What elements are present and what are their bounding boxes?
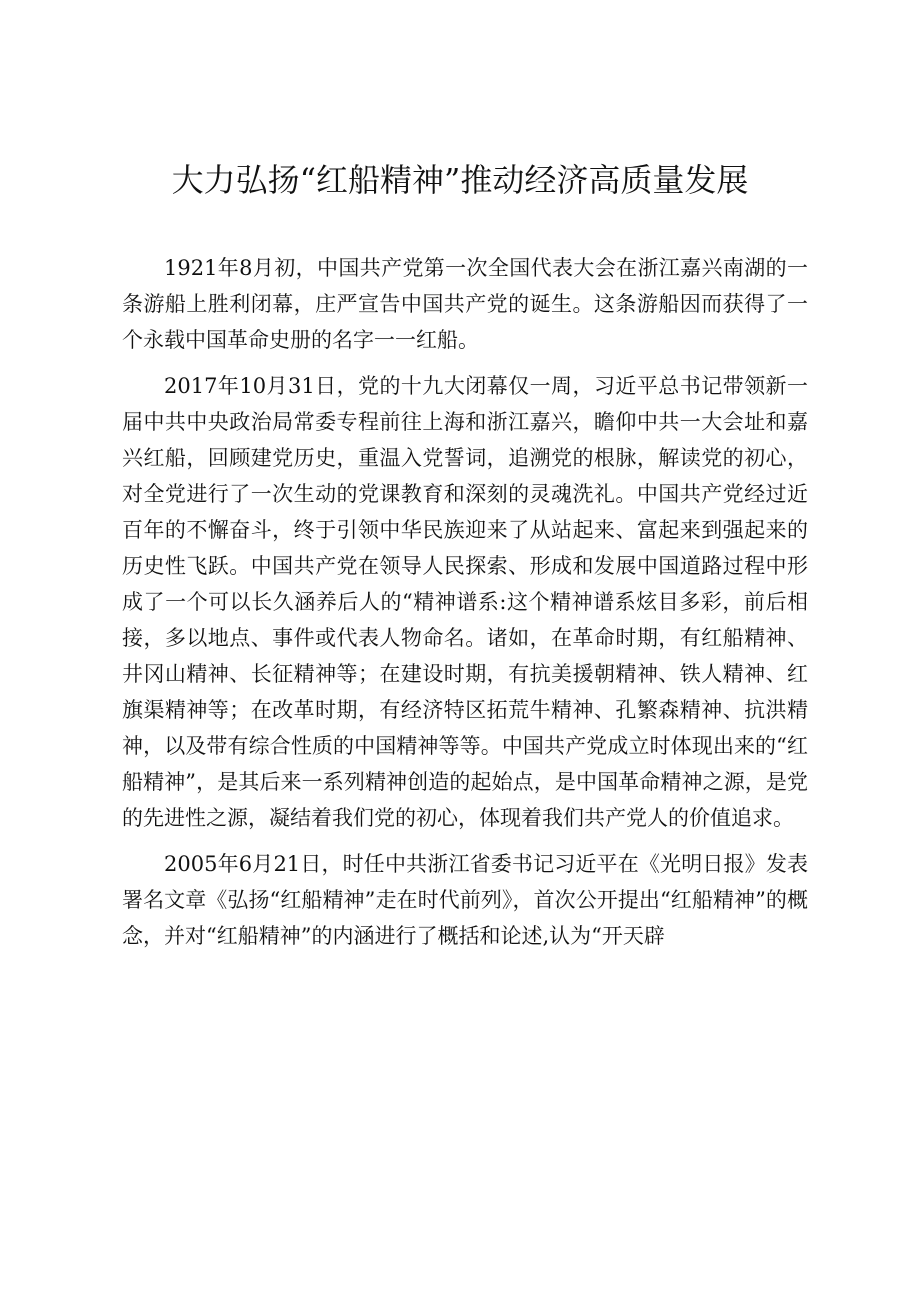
paragraph-1: 1921年8月初，中国共产党第一次全国代表大会在浙江嘉兴南湖的一条游船上胜利闭幕，庄严宣告中国共产党的诞生。这条游船因而获得了一个永载中国革命史册的名字一一红船。 <box>122 256 808 352</box>
paragraph-3: 2005年6月21日，时任中共浙江省委书记习近平在《光明日报》发表署名文章《弘扬“红船精神”走在时代前列》，首次公开提出“红船精神”的概念，并对“红船精神”的内涵进行了概括和论述,认为“开天辟 <box>122 852 808 948</box>
document-body <box>122 250 808 954</box>
paragraph-2: 2017年10月31日，党的十九大闭幕仅一周，习近平总书记带领新一届中共中央政治局常委专程前往上海和浙江嘉兴，瞻仰中共一大会址和嘉兴红船，回顾建党历史，重温入党誓词，追溯党的根脉，解读党的初心，对全党进行了一次生动的党课教育和深刻的灵魂洗礼。中国共产党经过近百年的不懈奋斗，终于引领中华民族迎来了从站起来、富起来到强起来的历史性飞跃。中国共产党在领导人民探索、形成和发展中国道路过程中形成了一个可以长久涵养后人的“精神谱系:这个精神谱系炫目多彩，前后相接，多以地点、事件或代表人物命名。诸如，在革命时期，有红船精神、井冈山精神、长征精神等；在建设时期，有抗美援朝精神、铁人精神、红旗渠精神等；在改革时期，有经济特区拓荒牛精神、孔繁森精神、抗洪精神，以及带有综合性质的中国精神等等。中国共产党成立时体现出来的“红船精神”，是其后来一系列精神创造的起始点，是中国革命精神之源，是党的先进性之源，凝结着我们党的初心，体现着我们共产党人的价值追求。 <box>122 374 808 830</box>
document-title: 大力弘扬“红船精神”推动经济高质量发展 <box>171 161 749 199</box>
